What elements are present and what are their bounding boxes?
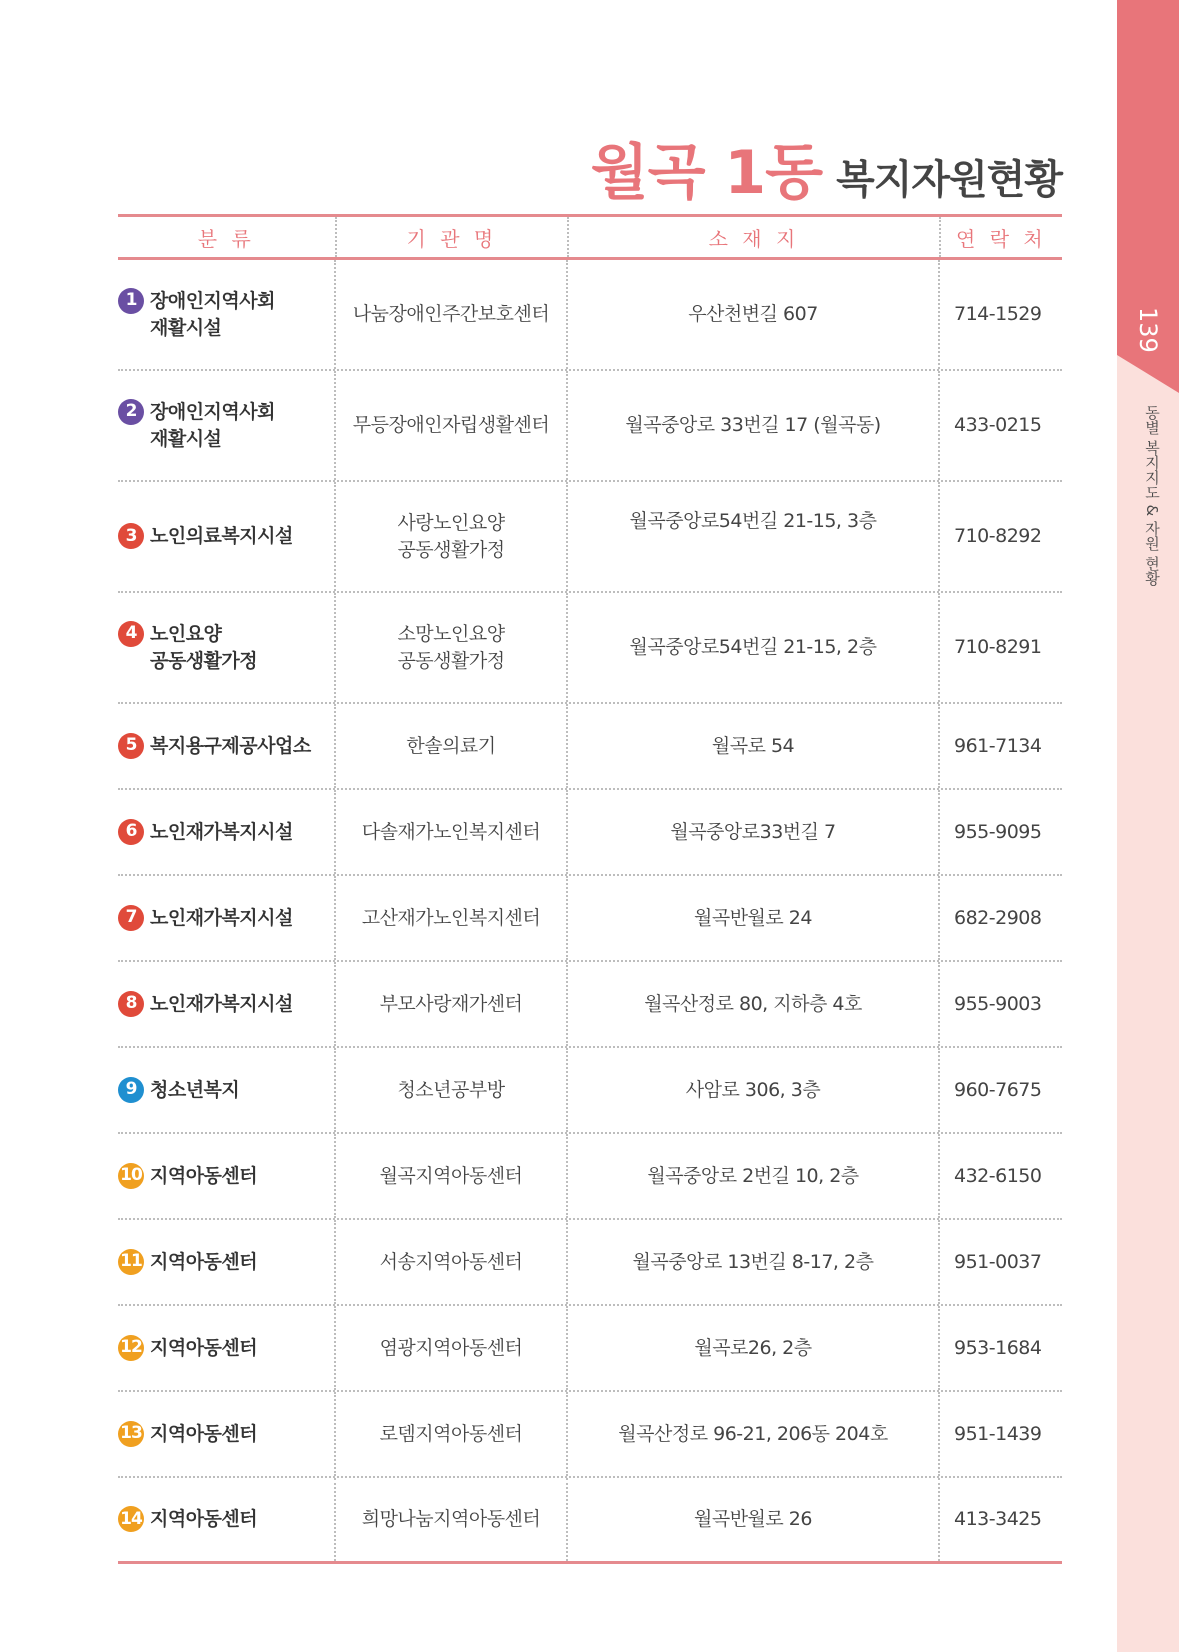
- organization-cell: 사랑노인요양 공동생활가정: [336, 482, 568, 591]
- category-cell: [118, 1220, 336, 1304]
- category-content: [118, 1077, 239, 1104]
- organization-cell: 다솔재가노인복지센터: [336, 790, 568, 874]
- table-header: [118, 214, 1062, 260]
- category-cell: [118, 1306, 336, 1390]
- category-content: [118, 399, 275, 453]
- phone-cell: 432-6150: [954, 1164, 1042, 1187]
- table-row: [118, 1478, 1062, 1564]
- phone-cell: 951-1439: [954, 1422, 1042, 1445]
- category-content: [118, 991, 293, 1018]
- address-cell: 월곡반월로 24: [568, 876, 940, 960]
- address-cell: 월곡산정로 80, 지하층 4호: [568, 962, 940, 1046]
- address-cell: 월곡반월로 26: [568, 1478, 940, 1561]
- category-cell: [118, 371, 336, 480]
- page-number: 139: [1134, 307, 1162, 353]
- table-row: [118, 962, 1062, 1048]
- category-content: [118, 819, 293, 846]
- category-cell: [118, 1048, 336, 1132]
- table-body: [118, 260, 1062, 1564]
- page-title: [591, 125, 1062, 211]
- table-row: [118, 704, 1062, 790]
- row-number-badge: 12: [118, 1335, 144, 1361]
- row-number-badge: 9: [118, 1077, 144, 1103]
- category-cell: [118, 876, 336, 960]
- phone-cell: 682-2908: [954, 906, 1042, 929]
- category-label: 노인요양 공동생활가정: [150, 622, 258, 672]
- category-cell: [118, 1134, 336, 1218]
- table-row: [118, 876, 1062, 962]
- phone-cell: 433-0215: [954, 414, 1042, 436]
- address-cell: 월곡로 54: [568, 704, 940, 788]
- category-content: [118, 1421, 257, 1448]
- category-content: [118, 1335, 257, 1362]
- category-cell: [118, 1478, 336, 1561]
- table-row: [118, 260, 1062, 371]
- header-address: 소 재 지: [569, 217, 941, 257]
- phone-cell: 953-1684: [954, 1336, 1042, 1359]
- category-content: [118, 1163, 257, 1190]
- category-label: 장애인지역사회 재활시설: [150, 289, 275, 339]
- category-content: [118, 523, 293, 550]
- header-organization: 기 관 명: [337, 217, 570, 257]
- phone-cell: 951-0037: [954, 1250, 1042, 1273]
- table-row: [118, 593, 1062, 704]
- category-label: 지역아동센터: [150, 1250, 258, 1273]
- address-cell: 월곡중앙로33번길 7: [568, 790, 940, 874]
- address-cell: 우산천변길 607: [568, 260, 940, 369]
- table-row: [118, 371, 1062, 482]
- organization-cell: 소망노인요양 공동생활가정: [336, 593, 568, 702]
- phone-cell: 413-3425: [954, 1508, 1042, 1530]
- row-number-badge: 8: [118, 991, 144, 1017]
- category-cell: [118, 1392, 336, 1476]
- organization-cell: 한솔의료기: [336, 704, 568, 788]
- address-cell: 월곡산정로 96-21, 206동 204호: [568, 1392, 940, 1476]
- page-title-main: 월곡 1동: [590, 138, 823, 208]
- phone-cell: 714-1529: [954, 303, 1042, 325]
- category-cell: [118, 260, 336, 369]
- organization-cell: 고산재가노인복지센터: [336, 876, 568, 960]
- organization-cell: 로뎀지역아동센터: [336, 1392, 568, 1476]
- category-cell: [118, 704, 336, 788]
- organization-cell: 나눔장애인주간보호센터: [336, 260, 568, 369]
- organization-cell: 염광지역아동센터: [336, 1306, 568, 1390]
- address-cell: 월곡중앙로 13번길 8-17, 2층: [568, 1220, 940, 1304]
- category-content: [118, 733, 311, 760]
- organization-cell: 월곡지역아동센터: [336, 1134, 568, 1218]
- header-contact: 연 락 처: [956, 226, 1047, 251]
- row-number-badge: 4: [118, 621, 144, 647]
- row-number-badge: 5: [118, 733, 144, 759]
- table-row: [118, 1220, 1062, 1306]
- category-label: 노인재가복지시설: [150, 906, 293, 929]
- row-number-badge: 6: [118, 819, 144, 845]
- address-cell: 월곡중앙로54번길 21-15, 2층: [568, 593, 940, 702]
- phone-cell: 710-8292: [954, 525, 1042, 547]
- category-label: 지역아동센터: [150, 1164, 258, 1187]
- row-number-badge: 3: [118, 523, 144, 549]
- organization-cell: 희망나눔지역아동센터: [336, 1478, 568, 1561]
- row-number-badge: 10: [118, 1163, 144, 1189]
- phone-cell: 961-7134: [954, 734, 1042, 757]
- table-row: [118, 1392, 1062, 1478]
- table-row: [118, 1048, 1062, 1134]
- category-label: 노인의료복지시설: [150, 525, 293, 547]
- organization-cell: 청소년공부방: [336, 1048, 568, 1132]
- category-content: [118, 288, 275, 342]
- category-label: 노인재가복지시설: [150, 820, 293, 843]
- category-label: 지역아동센터: [150, 1422, 258, 1445]
- row-number-badge: 14: [118, 1506, 144, 1532]
- page-title-sub: 복지자원현황: [836, 157, 1062, 203]
- table-row: [118, 1306, 1062, 1392]
- welfare-resource-table: [118, 214, 1062, 1564]
- row-number-badge: 7: [118, 905, 144, 931]
- category-content: [118, 905, 293, 932]
- phone-cell: 955-9095: [954, 820, 1042, 843]
- address-cell: 월곡중앙로 33번길 17 (월곡동): [568, 371, 940, 480]
- row-number-badge: 2: [118, 399, 144, 425]
- organization-cell: 부모사랑재가센터: [336, 962, 568, 1046]
- address-cell: 사암로 306, 3층: [568, 1048, 940, 1132]
- address-cell: 월곡중앙로 2번길 10, 2층: [568, 1134, 940, 1218]
- phone-cell: 710-8291: [954, 636, 1042, 658]
- address-cell: 월곡중앙로54번길 21-15, 3층: [568, 482, 940, 591]
- category-label: 장애인지역사회 재활시설: [150, 400, 275, 450]
- category-cell: [118, 790, 336, 874]
- header-category: 분 류: [118, 217, 337, 257]
- category-label: 복지용구제공사업소: [150, 734, 311, 757]
- category-label: 지역아동센터: [150, 1336, 258, 1359]
- category-label: 지역아동센터: [150, 1508, 258, 1530]
- section-caption: 동별 복지지도 & 자원 현황: [1143, 405, 1161, 586]
- category-cell: [118, 482, 336, 591]
- category-label: 청소년복지: [150, 1078, 240, 1101]
- phone-cell: 960-7675: [954, 1078, 1042, 1101]
- phone-cell: 955-9003: [954, 992, 1042, 1015]
- category-cell: [118, 962, 336, 1046]
- table-row: [118, 1134, 1062, 1220]
- organization-cell: 서송지역아동센터: [336, 1220, 568, 1304]
- row-number-badge: 13: [118, 1421, 144, 1447]
- address-cell: 월곡로26, 2층: [568, 1306, 940, 1390]
- category-label: 노인재가복지시설: [150, 992, 293, 1015]
- table-row: [118, 482, 1062, 593]
- category-content: [118, 621, 257, 675]
- row-number-badge: 11: [118, 1249, 144, 1275]
- category-content: [118, 1506, 257, 1533]
- organization-cell: 무등장애인자립생활센터: [336, 371, 568, 480]
- category-content: [118, 1249, 257, 1276]
- table-row: [118, 790, 1062, 876]
- category-cell: [118, 593, 336, 702]
- row-number-badge: 1: [118, 288, 144, 314]
